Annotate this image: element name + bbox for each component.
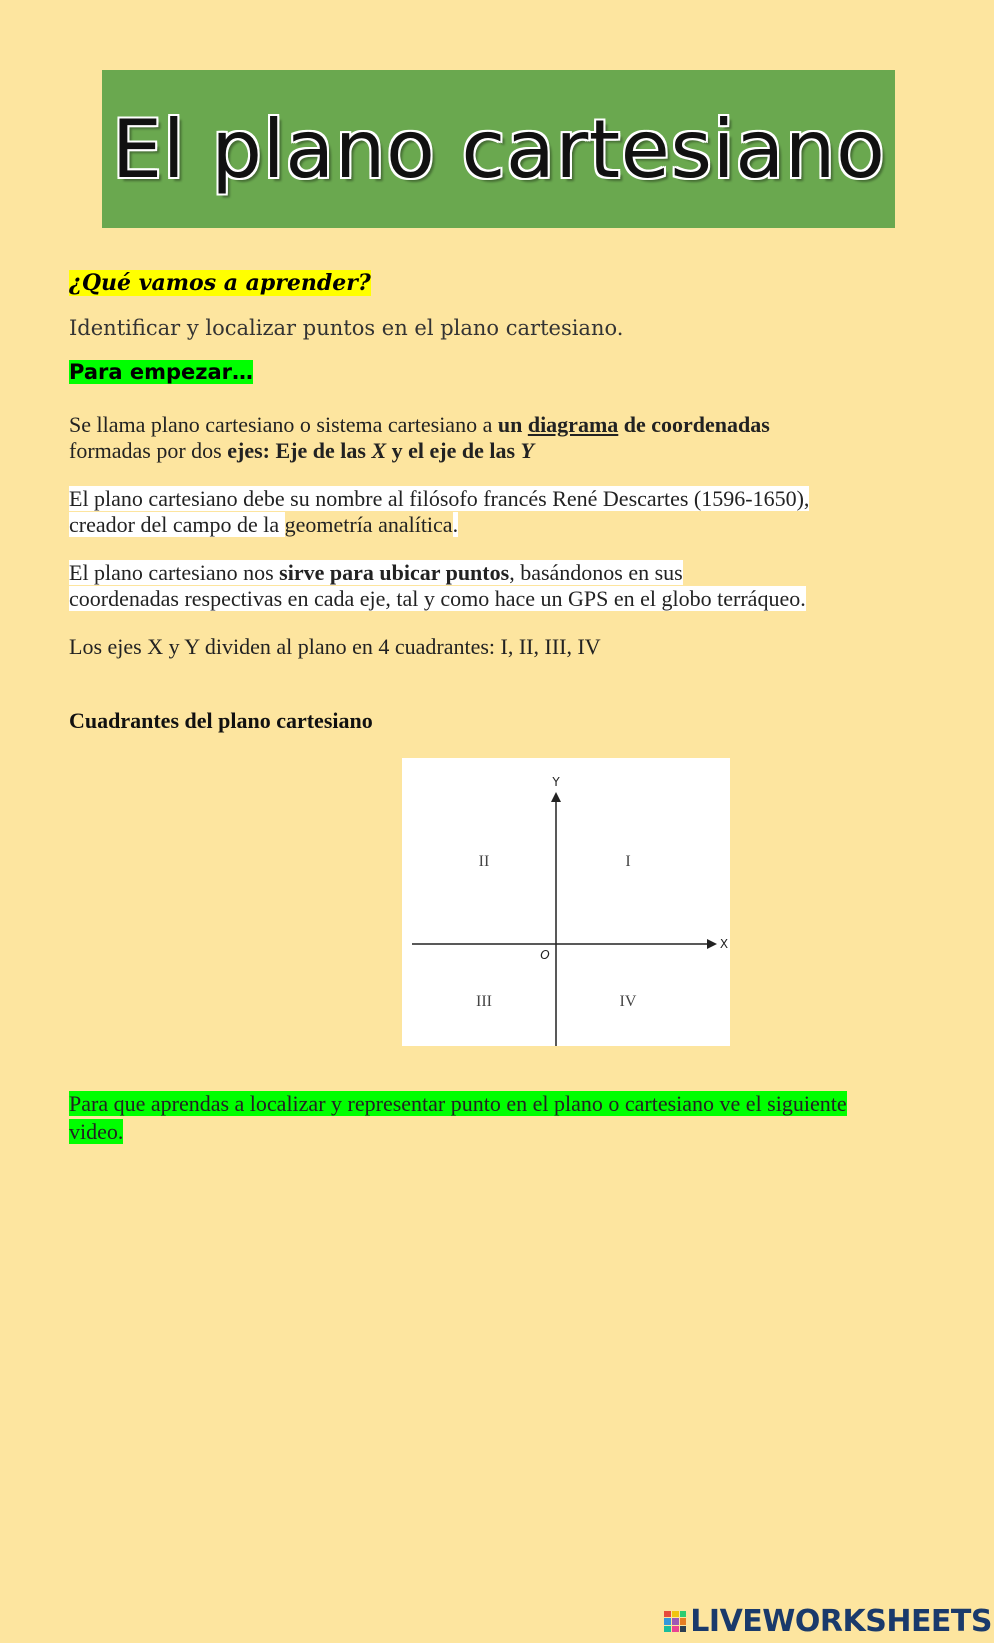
paragraph-definition: [69, 412, 929, 464]
p1-text-a: Se llama plano cartesiano o sistema cartesiano a: [69, 412, 498, 437]
y-axis-label: Y: [552, 775, 560, 789]
logo-mark-icon: [664, 1611, 686, 1633]
p1-text-b: un: [497, 412, 528, 437]
cartesian-diagram: [402, 758, 730, 1046]
p1-text-f: ejes: Eje de las: [227, 438, 372, 463]
paragraph-quadrants: Los ejes X y Y dividen al plano en 4 cuadrantes: I, II, III, IV: [69, 634, 601, 659]
start-heading: [69, 360, 253, 384]
diagrama-link[interactable]: diagrama: [527, 412, 619, 437]
p2-text-a: El plano cartesiano debe su nombre al filósofo francés René Descartes (1596-1650),: [69, 486, 810, 511]
p1-text-e: formadas por dos: [69, 438, 228, 463]
quadrant-4-label: IV: [619, 993, 637, 1010]
title-banner: [102, 70, 895, 228]
p1-text-d: de coordenadas: [618, 412, 770, 437]
start-heading-text: Para empezar…: [69, 360, 253, 384]
paragraph-usage: [69, 560, 929, 612]
x-axis-label: X: [719, 937, 729, 951]
p3-text-b: sirve para ubicar puntos: [279, 560, 510, 585]
y-axis-arrow: [551, 792, 561, 802]
quadrant-2-label: II: [478, 853, 490, 870]
liveworksheets-logo: [664, 1604, 992, 1639]
logo-text: LIVEWORKSHEETS: [690, 1604, 992, 1639]
p3-text-c: , basándonos en sus: [509, 560, 683, 585]
p2-text-d: .: [452, 512, 459, 537]
p2-text-b: creador del campo de la: [69, 512, 285, 537]
quadrant-1-label: I: [625, 853, 631, 870]
video-instruction: [69, 1090, 869, 1146]
p1-text-h: y el eje de las: [386, 438, 521, 463]
p1-x: X: [371, 438, 387, 463]
origin-label: O: [540, 948, 550, 962]
p1-y: Y: [520, 438, 534, 463]
right-edge-strip: [994, 0, 1000, 1643]
page-title: El plano cartesiano: [111, 102, 886, 196]
learn-heading: [69, 270, 371, 296]
cuadrantes-heading: Cuadrantes del plano cartesiano: [69, 708, 373, 733]
quadrant-3-label: III: [476, 993, 492, 1010]
p3-text-d: coordenadas respectivas en cada eje, tal y como hace un GPS en el globo terráqueo.: [69, 586, 806, 611]
video-instruction-text: Para que aprendas a localizar y representar punto en el plano o cartesiano ve el siguiente video.: [69, 1091, 847, 1144]
p3-text-a: El plano cartesiano nos: [69, 560, 280, 585]
learn-objective: Identificar y localizar puntos en el plano cartesiano.: [69, 316, 624, 340]
x-axis-arrow: [707, 939, 717, 949]
p2-geometria: geometría analítica: [284, 512, 453, 537]
paragraph-descartes: [69, 486, 929, 538]
learn-heading-text: ¿Qué vamos a aprender?: [69, 270, 371, 296]
